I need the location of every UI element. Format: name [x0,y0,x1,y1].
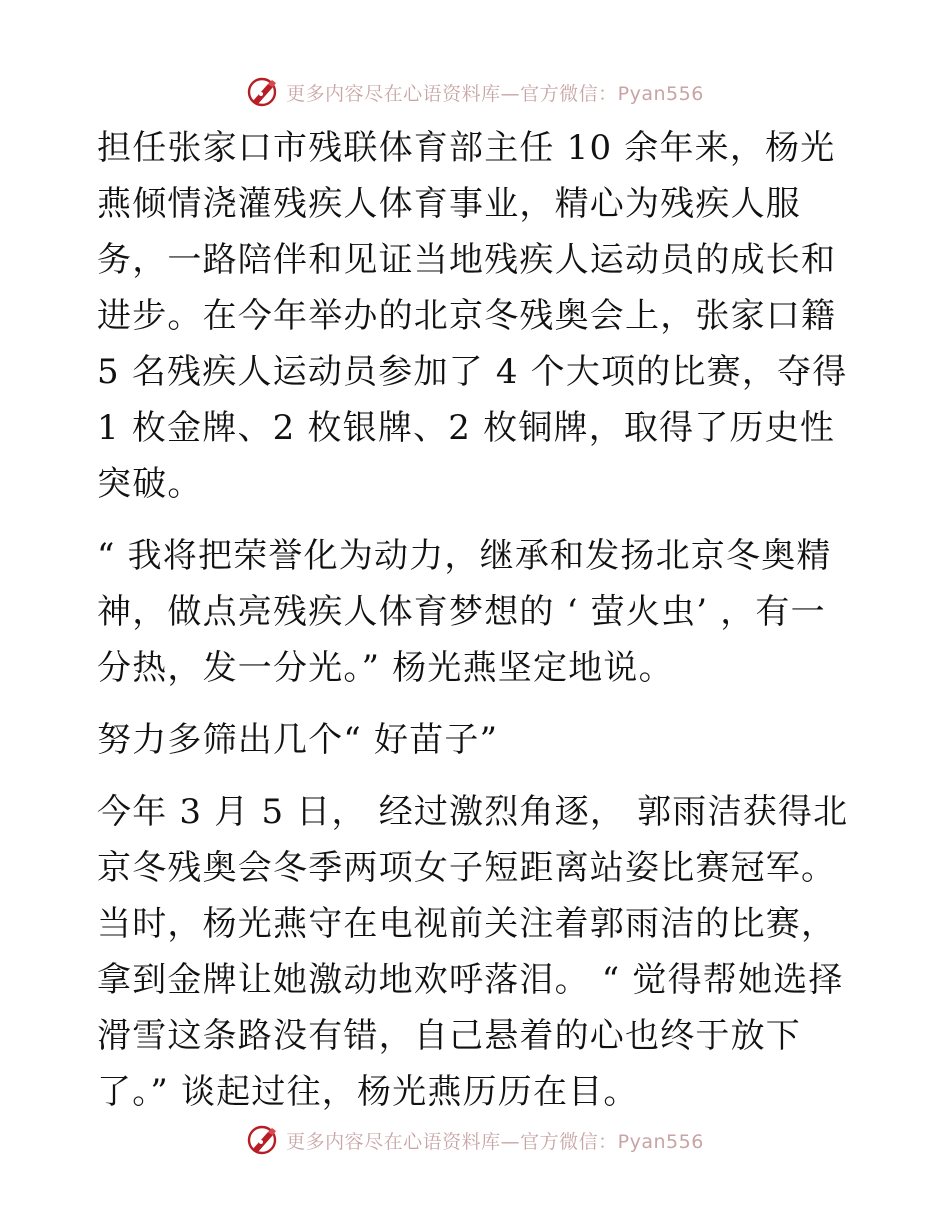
paragraph-story: 今年 3 月 5 日， 经过激烈角逐， 郭雨洁获得北京冬残奥会冬季两项女子短距离站姿比赛冠军。当时，杨光燕守在电视前关注着郭雨洁的比赛，拿到金牌让她激动地欢呼落泪。 “ 觉得帮她选择滑雪这条路没有错，自己悬着的心也终于放下了。” 谈起过往，杨光燕历历在目。 [97,792,849,1112]
pen-logo-icon [246,1123,280,1157]
watermark-text: 更多内容尽在心语资料库—官方微信：Pyan556 [286,82,704,105]
section-heading: 努力多筛出几个“ 好苗子” [97,720,499,760]
footer-watermark [0,1118,950,1162]
watermark-text: 更多内容尽在心语资料库—官方微信：Pyan556 [286,1130,704,1153]
header-watermark [0,70,950,114]
paragraph-intro: 担任张家口市残联体育部主任 10 余年来，杨光燕倾情浇灌残疾人体育事业，精心为残疾人服务，一路陪伴和见证当地残疾人运动员的成长和进步。在今年举办的北京冬残奥会上，张家口籍 5 名残疾人运动员参加了 4 个大项的比赛，夺得 1 枚金牌、2 枚银牌、2 枚铜牌，取得了历史性突破。 [97,128,848,504]
pen-logo-icon [246,75,280,109]
paragraph-quote: “ 我将把荣誉化为动力，继承和发扬北京冬奥精神，做点亮残疾人体育梦想的 ‘ 萤火虫’ ，有一分热，发一分光。” 杨光燕坚定地说。 [97,536,832,688]
article-body [97,120,857,1120]
